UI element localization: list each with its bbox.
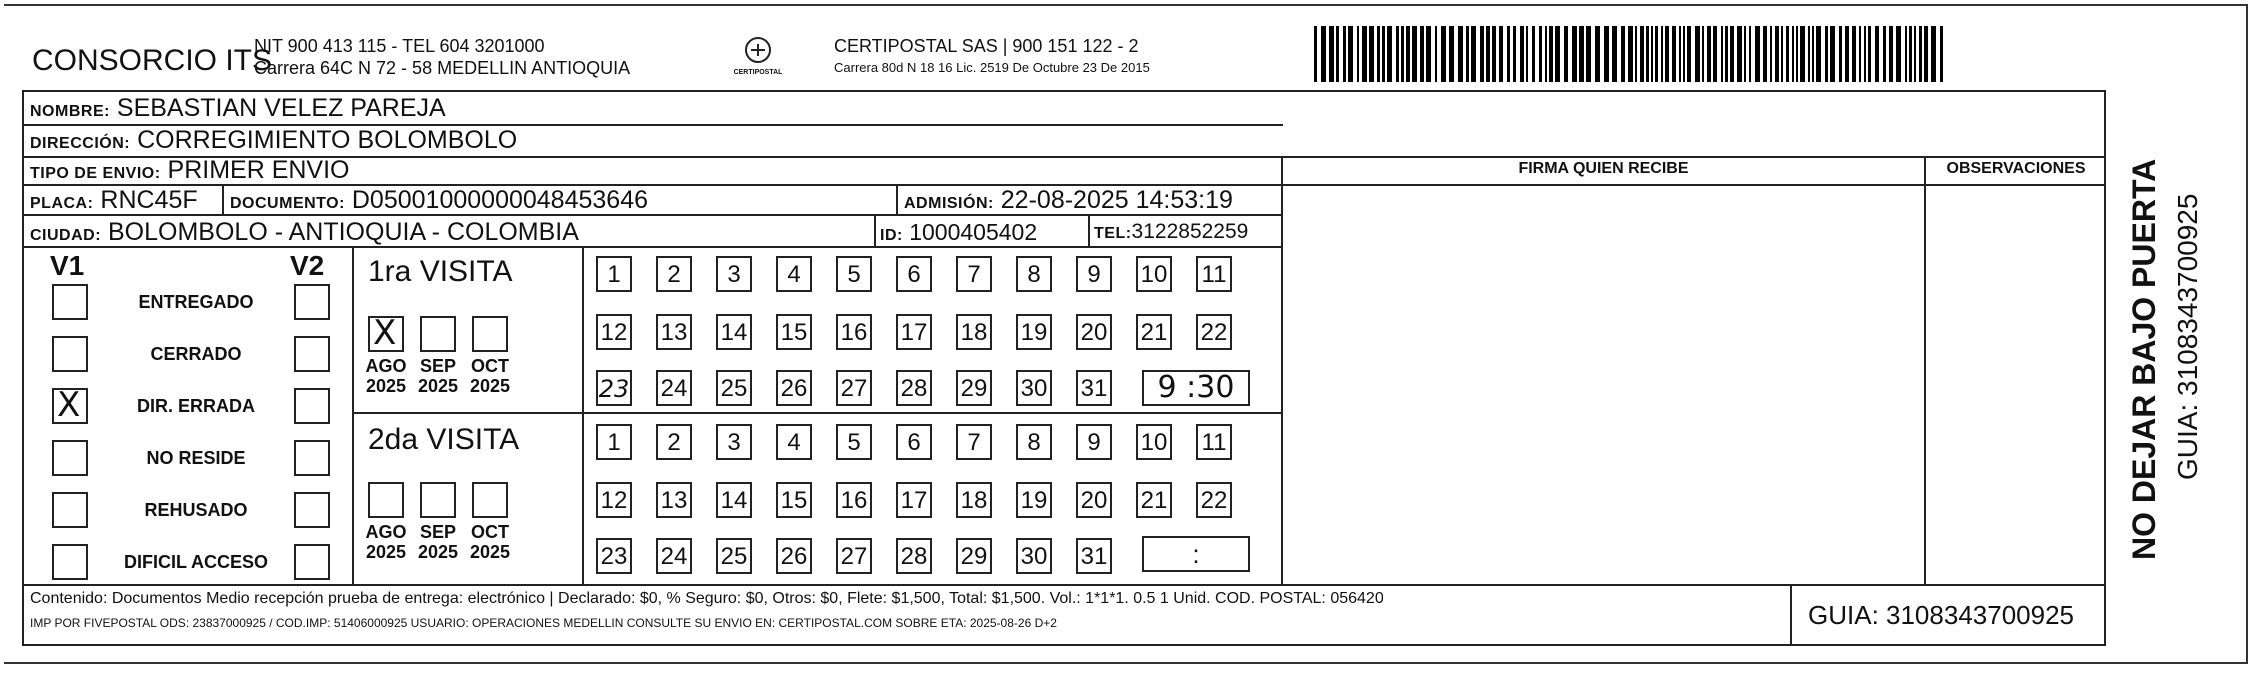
status-option-label: REHUSADO <box>144 500 248 520</box>
barcode-bar <box>1329 26 1334 82</box>
barcode-bar <box>1466 26 1469 82</box>
barcode-bar <box>1808 26 1810 82</box>
barcode-bar <box>1792 26 1794 82</box>
barcode-bar <box>1595 26 1600 82</box>
barcode-bar <box>1875 26 1879 82</box>
barcode-bar <box>1852 26 1856 82</box>
status-option-label: CERRADO <box>150 344 242 364</box>
v1-checkbox[interactable] <box>52 440 88 476</box>
barcode-bar <box>1382 26 1385 82</box>
year-label: 2025 <box>417 542 459 562</box>
day-box[interactable]: 1 <box>596 256 632 292</box>
barcode-bar <box>1458 26 1463 82</box>
barcode-bar <box>1362 26 1367 82</box>
side-warning: NO DEJAR BAJO PUERTA <box>2126 158 2162 560</box>
barcode-bar <box>1931 26 1936 82</box>
v2-checkbox[interactable] <box>294 544 330 580</box>
barcode-bar <box>1661 26 1663 82</box>
day-box[interactable]: 18 <box>956 314 992 350</box>
month-checkbox[interactable] <box>420 316 456 352</box>
time-box-first[interactable]: 9 :30 <box>1142 370 1250 406</box>
tipo-envio-field: TIPO DE ENVIO: PRIMER ENVIO <box>30 156 350 184</box>
day-box[interactable]: 18 <box>956 482 992 518</box>
barcode-bar <box>1426 26 1431 82</box>
barcode-bar <box>1749 26 1751 82</box>
status-option-label: DIR. ERRADA <box>136 396 255 416</box>
day-box[interactable]: 29 <box>956 370 992 406</box>
barcode-bar <box>1555 26 1560 82</box>
day-box[interactable]: 16 <box>836 314 872 350</box>
certipostal-logo-icon <box>743 36 773 64</box>
barcode-bar <box>1864 26 1866 82</box>
year-label: 2025 <box>469 542 511 562</box>
barcode-bar <box>1839 26 1842 82</box>
day-box[interactable]: 21 <box>1136 314 1172 350</box>
day-box[interactable]: 26 <box>776 370 812 406</box>
barcode-bar <box>1549 26 1553 82</box>
firma-header: FIRMA QUIEN RECIBE <box>1518 160 1689 177</box>
barcode-bar <box>1612 26 1617 82</box>
barcode-bar <box>1665 26 1669 82</box>
barcode-bar <box>1725 26 1728 82</box>
day-box[interactable]: 24 <box>656 370 692 406</box>
barcode-bar <box>1635 26 1637 82</box>
month-checkbox[interactable] <box>472 316 508 352</box>
day-box[interactable]: 15 <box>776 482 812 518</box>
tel-field: TEL:3122852259 <box>1094 220 1249 243</box>
barcode-bar <box>1687 26 1691 82</box>
barcode-bar <box>1435 26 1437 82</box>
barcode-bar <box>1401 26 1404 82</box>
v1-checkbox[interactable] <box>52 492 88 528</box>
month-label: AGO <box>365 356 407 376</box>
barcode-bar <box>1526 26 1528 82</box>
month-checkbox[interactable] <box>472 482 508 518</box>
barcode-bar <box>1763 26 1767 82</box>
barcode-bar <box>1412 26 1417 82</box>
barcode-bar <box>1781 26 1783 82</box>
check-mark: X <box>373 313 397 353</box>
barcode-bar <box>1621 26 1625 82</box>
day-box[interactable]: 5 <box>836 424 872 460</box>
day-box[interactable]: 13 <box>656 482 692 518</box>
barcode-bar <box>1655 26 1658 82</box>
barcode-bar <box>1492 26 1496 82</box>
company-name: CONSORCIO ITS <box>32 44 273 77</box>
barcode-bar <box>1369 26 1374 82</box>
day-box[interactable]: 11 <box>1196 256 1232 292</box>
check-mark: X <box>57 385 81 425</box>
day-box[interactable]: 30 <box>1016 370 1052 406</box>
day-box[interactable]: 8 <box>1016 256 1052 292</box>
year-label: 2025 <box>417 376 459 396</box>
v1-checkbox[interactable] <box>52 284 88 320</box>
v1-checkbox[interactable] <box>52 336 88 372</box>
barcode-bar <box>1721 26 1723 82</box>
day-box[interactable]: 31 <box>1076 538 1112 574</box>
day-box[interactable]: 27 <box>836 370 872 406</box>
day-box[interactable]: 4 <box>776 256 812 292</box>
day-box[interactable]: 28 <box>896 538 932 574</box>
observaciones-header: OBSERVACIONES <box>1946 160 2086 177</box>
barcode-bar <box>1520 26 1524 82</box>
barcode-bar <box>1825 26 1828 82</box>
barcode-bar <box>1679 26 1681 82</box>
day-box[interactable]: 9 <box>1076 424 1112 460</box>
logo-text: CERTIPOSTAL <box>733 69 783 76</box>
day-box[interactable]: 21 <box>1136 482 1172 518</box>
day-box[interactable]: 1 <box>596 424 632 460</box>
barcode-bar <box>1357 26 1359 82</box>
month-checkbox[interactable] <box>420 482 456 518</box>
barcode-bar <box>1744 26 1746 82</box>
barcode-bar <box>1480 26 1484 82</box>
barcode-bar <box>1940 26 1943 82</box>
barcode-bar <box>1730 26 1734 82</box>
barcode-bar <box>1755 26 1760 82</box>
day-box[interactable]: 7 <box>956 256 992 292</box>
barcode <box>1314 26 1950 82</box>
month-label: AGO <box>365 522 407 542</box>
barcode-bar <box>1770 26 1772 82</box>
day-box[interactable]: 10 <box>1136 256 1172 292</box>
certipostal-address: Carrera 80d N 18 16 Lic. 2519 De Octubre 23 De 2015 <box>834 60 1150 75</box>
direccion-field: DIRECCIÓN: CORREGIMIENTO BOLOMBOLO <box>30 126 518 154</box>
day-box[interactable]: 29 <box>956 538 992 574</box>
barcode-bar <box>1889 26 1893 82</box>
barcode-bar <box>1507 26 1510 82</box>
barcode-bar <box>1812 26 1814 82</box>
barcode-bar <box>1909 26 1912 82</box>
barcode-bar <box>1737 26 1742 82</box>
placa-field: PLACA: RNC45F <box>30 186 198 214</box>
ciudad-field: CIUDAD: BOLOMBOLO - ANTIOQUIA - COLOMBIA <box>30 218 579 246</box>
v2-checkbox[interactable] <box>294 440 330 476</box>
v2-label: V2 <box>290 250 325 281</box>
barcode-bar <box>1449 26 1454 82</box>
side-guia: GUIA: 3108343700925 <box>2172 193 2203 480</box>
barcode-bar <box>1646 26 1649 82</box>
barcode-bar <box>1883 26 1886 82</box>
day-box[interactable]: 22 <box>1196 482 1232 518</box>
first-visit-title: 1ra VISITA <box>368 255 513 288</box>
time-box-second[interactable]: : <box>1142 536 1250 572</box>
barcode-bar <box>1695 26 1700 82</box>
day-box[interactable]: 25 <box>716 370 752 406</box>
barcode-bar <box>1604 26 1609 82</box>
barcode-bar <box>1420 26 1424 82</box>
barcode-bar <box>1314 26 1317 82</box>
barcode-bar <box>1396 26 1399 82</box>
barcode-bar <box>1924 26 1928 82</box>
v2-checkbox[interactable] <box>294 336 330 372</box>
barcode-bar <box>1343 26 1346 82</box>
barcode-bar <box>1707 26 1711 82</box>
barcode-bar <box>1564 26 1568 82</box>
certipostal-logo <box>728 36 788 84</box>
barcode-bar <box>1845 26 1849 82</box>
day-box[interactable]: 7 <box>956 424 992 460</box>
certipostal-line: CERTIPOSTAL SAS | 900 151 122 - 2 <box>834 36 1139 56</box>
barcode-bar <box>1786 26 1789 82</box>
barcode-bar <box>1486 26 1490 82</box>
month-label: OCT <box>471 356 509 376</box>
month-label: SEP <box>419 522 457 542</box>
day-box[interactable]: 22 <box>1196 314 1232 350</box>
year-label: 2025 <box>365 542 407 562</box>
day-box[interactable]: 17 <box>896 482 932 518</box>
v1-checkbox[interactable] <box>52 544 88 580</box>
barcode-bar <box>1830 26 1835 82</box>
day-box[interactable]: 4 <box>776 424 812 460</box>
barcode-bar <box>1586 26 1591 82</box>
barcode-bar <box>1441 26 1446 82</box>
day-box[interactable]: 5 <box>836 256 872 292</box>
v2-checkbox[interactable] <box>294 284 330 320</box>
status-option-label: NO RESIDE <box>146 448 246 468</box>
barcode-bar <box>1572 26 1577 82</box>
day-box[interactable]: 11 <box>1196 424 1232 460</box>
month-checkbox[interactable] <box>368 313 404 353</box>
barcode-bar <box>1919 26 1922 82</box>
day-box[interactable]: 24 <box>656 538 692 574</box>
month-label: SEP <box>419 356 457 376</box>
day-box[interactable]: 30 <box>1016 538 1052 574</box>
day-box[interactable]: 6 <box>896 256 932 292</box>
v1-checkbox[interactable] <box>52 385 88 425</box>
barcode-bar <box>1816 26 1821 82</box>
day-box[interactable]: 9 <box>1076 256 1112 292</box>
barcode-bar <box>1539 26 1542 82</box>
barcode-bar <box>1579 26 1584 82</box>
day-box[interactable]: 27 <box>836 538 872 574</box>
footer-contenido: Contenido: Documentos Medio recepción prueba de entrega: electrónico | Declarado: $0, % Seguro: $0, Otros: $0, Flete: $1,500, Total: $1,500. Vol.: 1*1*1. 0.5 1 Unid. COD. POSTAL: 056420 <box>30 590 1384 607</box>
day-box[interactable]: 26 <box>776 538 812 574</box>
day-box[interactable]: 2 <box>656 256 692 292</box>
day-box[interactable]: 3 <box>716 256 752 292</box>
day-box[interactable]: 31 <box>1076 370 1112 406</box>
day-box[interactable]: 8 <box>1016 424 1052 460</box>
admision-field: ADMISIÓN: 22-08-2025 14:53:19 <box>904 186 1233 214</box>
barcode-bar <box>1672 26 1676 82</box>
barcode-bar <box>1796 26 1798 82</box>
status-option-label: ENTREGADO <box>138 292 254 312</box>
company-address: Carrera 64C N 72 - 58 MEDELLIN ANTIOQUIA <box>254 58 631 78</box>
day-box[interactable]: 20 <box>1076 482 1112 518</box>
barcode-bar <box>1377 26 1380 82</box>
footer-guia: GUIA: 3108343700925 <box>1808 600 2074 630</box>
barcode-bar <box>1513 26 1516 82</box>
barcode-bar <box>1387 26 1392 82</box>
v2-checkbox[interactable] <box>294 492 330 528</box>
day-box[interactable]: 14 <box>716 482 752 518</box>
barcode-bar <box>1800 26 1805 82</box>
company-nit: NIT 900 413 115 - TEL 604 3201000 <box>254 36 545 56</box>
footer-impresion: IMP POR FIVEPOSTAL ODS: 23837000925 / COD.IMP: 51406000925 USUARIO: OPERACIONES MEDELLIN CONSULTE SU ENVIO EN: CERTIPOSTAL.COM SOBRE ETA: 2025-08-26 D+2 <box>30 616 1057 630</box>
day-box[interactable]: 16 <box>836 482 872 518</box>
barcode-bar <box>1896 26 1901 82</box>
barcode-bar <box>1775 26 1779 82</box>
barcode-bar <box>1683 26 1685 82</box>
year-label: 2025 <box>469 376 511 396</box>
day-box[interactable]: 13 <box>656 314 692 350</box>
day-box[interactable]: 14 <box>716 314 752 350</box>
barcode-bar <box>1628 26 1633 82</box>
day-box[interactable]: 10 <box>1136 424 1172 460</box>
day-box[interactable]: 25 <box>716 538 752 574</box>
documento-field: DOCUMENTO: D05001000000048453646 <box>230 186 649 214</box>
day-box[interactable]: 6 <box>896 424 932 460</box>
status-option-label: DIFICIL ACCESO <box>123 552 268 572</box>
day-box[interactable]: 23 <box>596 370 632 406</box>
month-label: OCT <box>471 522 509 542</box>
barcode-bar <box>1640 26 1644 82</box>
day-box[interactable]: 12 <box>596 314 632 350</box>
barcode-bar <box>1532 26 1535 82</box>
barcode-bar <box>1471 26 1476 82</box>
day-box[interactable]: 2 <box>656 424 692 460</box>
barcode-bar <box>1321 26 1326 82</box>
second-visit-title: 2da VISITA <box>368 423 520 456</box>
barcode-bar <box>1545 26 1547 82</box>
barcode-bar <box>1336 26 1339 82</box>
barcode-bar <box>1914 26 1916 82</box>
v2-checkbox[interactable] <box>294 388 330 424</box>
day-box[interactable]: 15 <box>776 314 812 350</box>
day-box[interactable]: 19 <box>1016 482 1052 518</box>
day-box[interactable]: 3 <box>716 424 752 460</box>
barcode-bar <box>1713 26 1717 82</box>
barcode-bar <box>1348 26 1353 82</box>
barcode-bar <box>1406 26 1410 82</box>
day-box[interactable]: 23 <box>596 538 632 574</box>
barcode-bar <box>1905 26 1907 82</box>
day-box[interactable]: 28 <box>896 370 932 406</box>
day-box[interactable]: 17 <box>896 314 932 350</box>
v1-label: V1 <box>50 250 85 281</box>
barcode-bar <box>1868 26 1871 82</box>
month-checkbox[interactable] <box>368 482 404 518</box>
barcode-bar <box>1651 26 1653 82</box>
nombre-field: NOMBRE: SEBASTIAN VELEZ PAREJA <box>30 94 446 122</box>
year-label: 2025 <box>365 376 407 396</box>
barcode-bar <box>1702 26 1704 82</box>
id-field: ID: 1000405402 <box>880 219 1038 245</box>
barcode-bar <box>1499 26 1503 82</box>
day-box[interactable]: 20 <box>1076 314 1112 350</box>
barcode-bar <box>1859 26 1861 82</box>
day-box[interactable]: 12 <box>596 482 632 518</box>
day-box[interactable]: 19 <box>1016 314 1052 350</box>
